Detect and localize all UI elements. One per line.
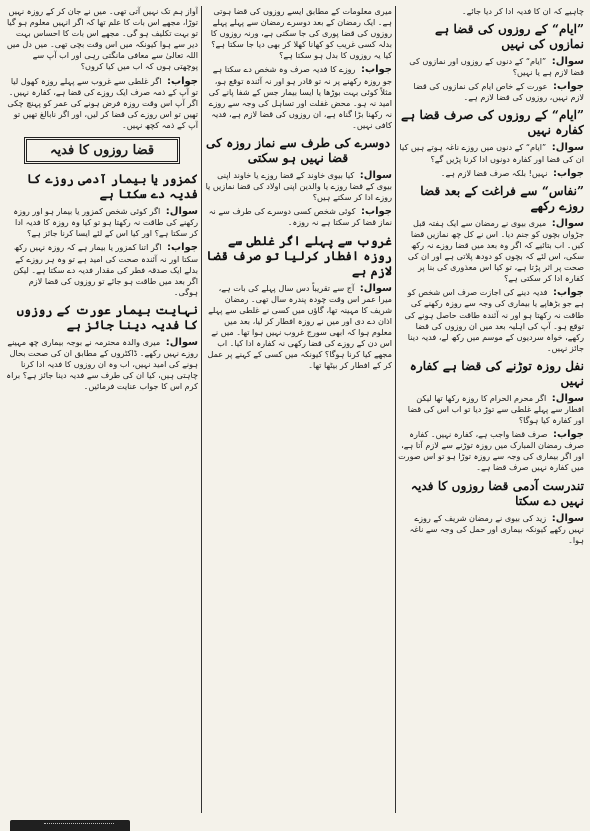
answer-paragraph: جواب: عورت کے خاص ایام کی نمازوں کی قضا لازم نہیں، روزوں کی قضا لازم ہے۔: [413, 81, 584, 103]
question-paragraph: سوال: ”ایام“ کے دنوں کے روزوں اور نمازوں کی قضا لازم ہے یا نہیں؟: [409, 56, 584, 78]
question-label: سوال:: [551, 512, 584, 524]
question-label: سوال:: [551, 56, 584, 68]
column-lead: میری معلومات کے مطابق ایسے روزوں کی قضا ہوتی ہے۔ ایک رمضان کے بعد دوسرے رمضان سے پہلے پہلے روزوں کی قضا پوری کی جا سکتی ہے، ورنہ روزوں کا بدلہ کسی غریب کو کھانا کھلا کر بھی دیا جا سکتا ہے؟ کیا یہ روزوں کا بدل ہو سکتا ہے؟: [210, 6, 392, 61]
question-paragraph: سوال: اگر محرم الحرام کا روزہ رکھا تھا لیکن افطار سے پہلے غلطی سے توڑ دیا تو اب اس کی قضا اور کفارہ کیا ہوگا؟: [407, 392, 584, 426]
section-heading: ”ایام“ کے روزوں کی صرف قضا ہے کفارہ نہیں: [400, 108, 584, 138]
question-label: سوال:: [359, 170, 392, 182]
column-left: [6, 6, 198, 817]
section-heading: دوسرے کی طرف سے نماز روزہ کی قضا نہیں ہو سکتی: [205, 136, 390, 166]
answer-paragraph: جواب: نہیں! بلکہ صرف قضا لازم ہے۔: [440, 167, 584, 179]
question-label: سوال:: [551, 392, 584, 404]
answer-label: جواب:: [553, 287, 584, 299]
boxed-section-title: قضا روزوں کا فدیہ: [24, 137, 180, 164]
answer-paragraph: جواب: روزے کا فدیہ صرف وہ شخص دے سکتا ہے جو روزہ رکھنے پر نہ تو قادر ہو اور نہ آئندہ توقع ہو، مثلاً کوئی بہت بوڑھا یا ایسا بیمار جس کے شفا پانے کی امید نہ ہو۔ محض غفلت اور تساہل کی وجہ سے روزے نہ رکھنا بڑا گناہ ہے، ان روزوں کی قضا لازم ہے، فدیہ کافی نہیں۔: [208, 64, 392, 130]
answer-paragraph: جواب: صرف قضا واجب ہے، کفارہ نہیں۔ کفارہ صرف رمضان المبارک میں روزہ توڑنے سے لازم آتا ہے، اور اگر بیماری کی وجہ سے روزہ توڑا ہو تو اس صورت میں کفارہ نہیں صرف قضا ہے۔: [398, 429, 584, 473]
answer-label: جواب:: [553, 429, 584, 441]
answer-label: جواب:: [167, 75, 198, 87]
answer-paragraph: جواب: کوئی شخص کسی دوسرے کی طرف سے نہ نماز قضا کر سکتا ہے نہ روزہ۔: [208, 206, 392, 228]
answer-paragraph: جواب: اگر غلطی سے غروب سے پہلے روزہ کھول لیا تو آپ کے ذمہ صرف ایک روزے کی قضا ہے، کفارہ نہیں۔ اگر آپ اس وقت روزہ فرض ہونے کی عمر کو پہنچ چکی تھیں تو اس روزے کی قضا کر لیں، اور اگر نابالغ تھیں تو آپ کے ذمہ کچھ نہیں۔: [7, 75, 198, 130]
question-paragraph: سوال: ”ایام“ کے دنوں میں روزے ناغہ ہوتے ہیں کیا ان کی قضا اور کفارہ دونوں ادا کرنا پڑیں گے؟: [399, 142, 584, 164]
column-right: [398, 6, 584, 817]
section-heading: ”ایام“ کے روزوں کی قضا ہے نمازوں کی نہیں: [434, 22, 584, 52]
answer-label: جواب:: [167, 242, 198, 254]
question-paragraph: سوال: زید کی بیوی نے رمضان شریف کے روزے نہیں رکھے کیونکہ بیماری اور حمل کی وجہ سے ناغہ ہوا۔: [409, 512, 584, 545]
answer-label: جواب:: [553, 81, 584, 93]
section-heading: کمزور یا بیمار آدمی روزے کا فدیہ دے سکتا ہے: [26, 172, 198, 202]
column-divider: [201, 6, 202, 813]
column-middle: [204, 6, 392, 817]
answer-label: جواب:: [361, 206, 392, 218]
section-heading: نہایت بیمار عورت کے روزوں کا فدیہ دینا جائز ہے: [16, 302, 198, 332]
question-paragraph: سوال: کیا بیوی خاوند کے قضا روزے یا خاوند اپنی بیوی کے قضا روزے یا والدین اپنی اولاد کی قضا نمازیں یا روزے ادا کر سکتے ہیں؟: [205, 170, 392, 203]
section-heading: تندرست آدمی قضا روزوں کا فدیہ نہیں دے سکتا: [410, 478, 584, 508]
footer-band-ornament: [44, 823, 114, 829]
section-heading: نفل روزہ توڑنے کی قضا ہے کفارہ نہیں: [409, 358, 584, 388]
column-lead: آواز ہم تک نہیں آتی تھی۔ میں نے جان کر کے روزہ نہیں توڑا، مجھے اس بات کا علم تھا کہ اگر انہیں معلوم ہو گیا تو بہت تکلیف ہو گی۔ مجھے اس بات کا احساس بہت دیر سے ہوا کیونکہ میں اس وقت بچی تھی۔ میں دل میں اللہ تعالیٰ سے معافی مانگتی رہی اور اب آپ سے پوچھتی ہوں کہ اب میں کیا کروں؟: [6, 6, 198, 72]
column-divider: [395, 6, 396, 813]
section-heading: غروب سے پہلے اگر غلطی سے روزہ افطار کرلیا تو صرف قضا لازم ہے: [206, 233, 392, 278]
question-paragraph: سوال: میری والدہ محترمہ نے بوجہ بیماری چھ مہینے روزے نہیں رکھے۔ ڈاکٹروں کے مطابق ان کی صحت بحال ہونے کی امید نہیں، اب وہ ان روزوں کا فدیہ ادا کرنا چاہتی ہیں، کیا ان کی طرف سے فدیہ دینا جائز ہے؟ براہ کرم اس کا جواب عنایت فرمائیں۔: [6, 336, 198, 392]
answer-label: جواب:: [361, 64, 392, 76]
question-label: سوال:: [551, 142, 584, 154]
question-label: سوال:: [551, 217, 584, 229]
column-lead: چاہیے کہ ان کا فدیہ ادا کر دیا جائے۔: [461, 6, 584, 16]
answer-paragraph: جواب: فدیہ دینے کی اجازت صرف اس شخص کو ہے جو بڑھاپے یا بیماری کی وجہ سے روزہ رکھنے کی طاقت نہ رکھتا ہو اور نہ آئندہ طاقت حاصل ہونے کی توقع ہو۔ آپ کی اہلیہ بعد میں ان روزوں کی قضا رکھے، خواہ سردیوں کے موسم میں رکھ لے، فدیہ دینا جائز نہیں۔: [404, 287, 584, 353]
section-heading: ”نفاس“ سے فراغت کے بعد قضا روزے رکھے: [420, 183, 584, 213]
footer-band: [10, 820, 130, 831]
question-label: سوال:: [165, 336, 198, 348]
question-paragraph: سوال: اگر کوئی شخص کمزور یا بیمار ہو اور روزہ رکھنے کی طاقت نہ رکھتا ہو تو کیا وہ روزہ کا فدیہ ادا کر سکتا ہے؟ اور کیا اس کے لئے ایسا کرنا جائز ہے؟: [13, 206, 198, 239]
answer-label: جواب:: [553, 167, 584, 179]
question-paragraph: سوال: آج سے تقریباً دس سال پہلے کی بات ہے، میرا عمر اس وقت چودہ پندرہ سال تھی۔ رمضان شریف کا مہینہ تھا، گاؤں میں کسی نے غلطی سے پہلے اذان دے دی اور میں نے روزہ افطار کر لیا، بعد میں معلوم ہوا کہ ابھی سورج غروب نہیں ہوا تھا۔ میں نے اس دن کے روزے کی قضا رکھی نہ کفارہ ادا کیا۔ اب مجھے کیا کرنا ہوگا؟ کیونکہ میں کسی کے کہنے پر عمل کر کے افطار کر بیٹھا تھا۔: [207, 282, 392, 371]
question-paragraph: سوال: میری بیوی نے رمضان سے ایک ہفتہ قبل جڑواں بچوں کو جنم دیا۔ اس نے کل چھ نمازیں قضا کیں۔ اب بتائیے کہ اگر وہ بعد میں قضا روزے نہ رکھ سکی، اس لئے کہ بچوں کو دودھ پلاتی ہے اور ان کی صحت پر اثر پڑتا ہے، تو کیا اس معذوری کی بنا پر کفارہ ادا کر سکتی ہے؟: [407, 217, 584, 284]
answer-paragraph: جواب: اگر اتنا کمزور یا بیمار ہے کہ روزہ نہیں رکھ سکتا اور نہ آئندہ صحت کی امید ہے تو وہ ہر روزے کے بدلے ایک صدقہ فطر کی مقدار فدیہ دے سکتا ہے۔ لیکن اگر بعد میں طاقت ہو جائے تو روزوں کی قضا لازم ہوگی۔: [13, 242, 198, 297]
question-label: سوال:: [165, 206, 198, 218]
question-label: سوال:: [359, 282, 392, 294]
